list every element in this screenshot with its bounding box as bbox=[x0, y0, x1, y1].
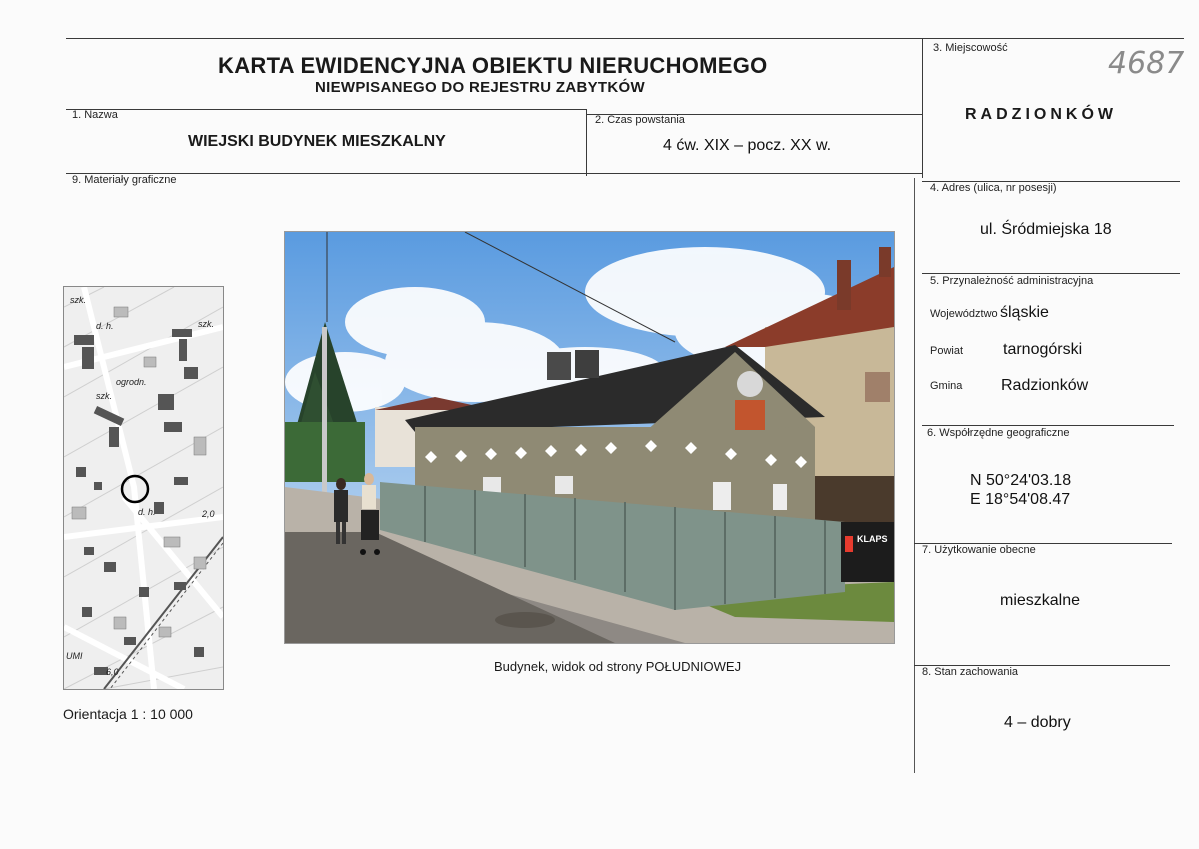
wspolrzedne-label: 6. Współrzędne geograficzne bbox=[927, 427, 1070, 439]
handwritten-number: 4687 bbox=[1108, 46, 1185, 81]
map-drawing bbox=[64, 287, 223, 689]
map-label-2: szk. bbox=[198, 319, 215, 329]
map-label-3: ogrodn. bbox=[116, 377, 147, 387]
nazwa-label: 1. Nazwa bbox=[72, 109, 118, 121]
wojewodztwo-value: śląskie bbox=[1000, 304, 1049, 321]
sign-text: KLAPS bbox=[857, 534, 888, 544]
map-orientation: Orientacja 1 : 10 000 bbox=[63, 706, 193, 722]
uzytkowanie-value: mieszkalne bbox=[1000, 592, 1081, 609]
map-label-5: d. h. bbox=[96, 321, 114, 331]
map-label-1: szk. bbox=[70, 295, 87, 305]
map-label-6: d. h. bbox=[138, 507, 156, 517]
top-border-line bbox=[66, 38, 1184, 39]
row9-top-line bbox=[66, 173, 922, 174]
czas-label: 2. Czas powstania bbox=[595, 114, 685, 126]
stan-value: 4 – dobry bbox=[1004, 714, 1071, 731]
gmina-value: Radzionków bbox=[1001, 377, 1089, 394]
coord-n: N 50°24'03.18 bbox=[970, 472, 1072, 489]
powiat-value: tarnogórski bbox=[1003, 341, 1083, 358]
materialy-label: 9. Materiały graficzne bbox=[72, 174, 177, 186]
right-column-divider-lower bbox=[914, 178, 915, 773]
row1-top-line bbox=[66, 109, 586, 110]
przynaleznosc-top-line bbox=[922, 273, 1180, 274]
map-label-4: szk. bbox=[96, 391, 113, 401]
przynaleznosc-label: 5. Przynależność administracyjna bbox=[930, 275, 1094, 287]
card-subtitle: NIEWPISANEGO DO REJESTRU ZABYTKÓW bbox=[315, 79, 645, 96]
right-column-divider bbox=[922, 38, 923, 178]
miejscowosc-label: 3. Miejscowość bbox=[933, 42, 1008, 54]
location-map bbox=[63, 286, 224, 690]
photo-drawing bbox=[285, 232, 894, 643]
gmina-label: Gmina bbox=[930, 380, 963, 392]
map-label-9: 6,0 bbox=[106, 667, 119, 677]
wojewodztwo-label: Województwo bbox=[930, 308, 998, 320]
adres-label: 4. Adres (ulica, nr posesji) bbox=[930, 182, 1057, 194]
coord-e: E 18°54'08.47 bbox=[970, 491, 1071, 508]
uzytkowanie-label: 7. Użytkowanie obecne bbox=[922, 544, 1036, 556]
stan-label: 8. Stan zachowania bbox=[922, 666, 1019, 678]
building-photo bbox=[284, 231, 895, 644]
adres-value: ul. Śródmiejska 18 bbox=[980, 221, 1112, 238]
czas-value: 4 ćw. XIX – pocz. XX w. bbox=[663, 137, 832, 154]
map-label-8: UMI bbox=[66, 651, 83, 661]
card-title: KARTA EWIDENCYJNA OBIEKTU NIERUCHOMEGO bbox=[218, 53, 768, 78]
wspolrzedne-top-line bbox=[922, 425, 1174, 426]
powiat-label: Powiat bbox=[930, 345, 964, 357]
photo-caption: Budynek, widok od strony POŁUDNIOWEJ bbox=[494, 659, 742, 674]
map-label-7: 2,0 bbox=[202, 509, 215, 519]
nazwa-value: WIEJSKI BUDYNEK MIESZKALNY bbox=[188, 133, 446, 150]
row1-divider bbox=[586, 109, 587, 176]
miejscowosc-value: RADZIONKÓW bbox=[965, 106, 1117, 123]
